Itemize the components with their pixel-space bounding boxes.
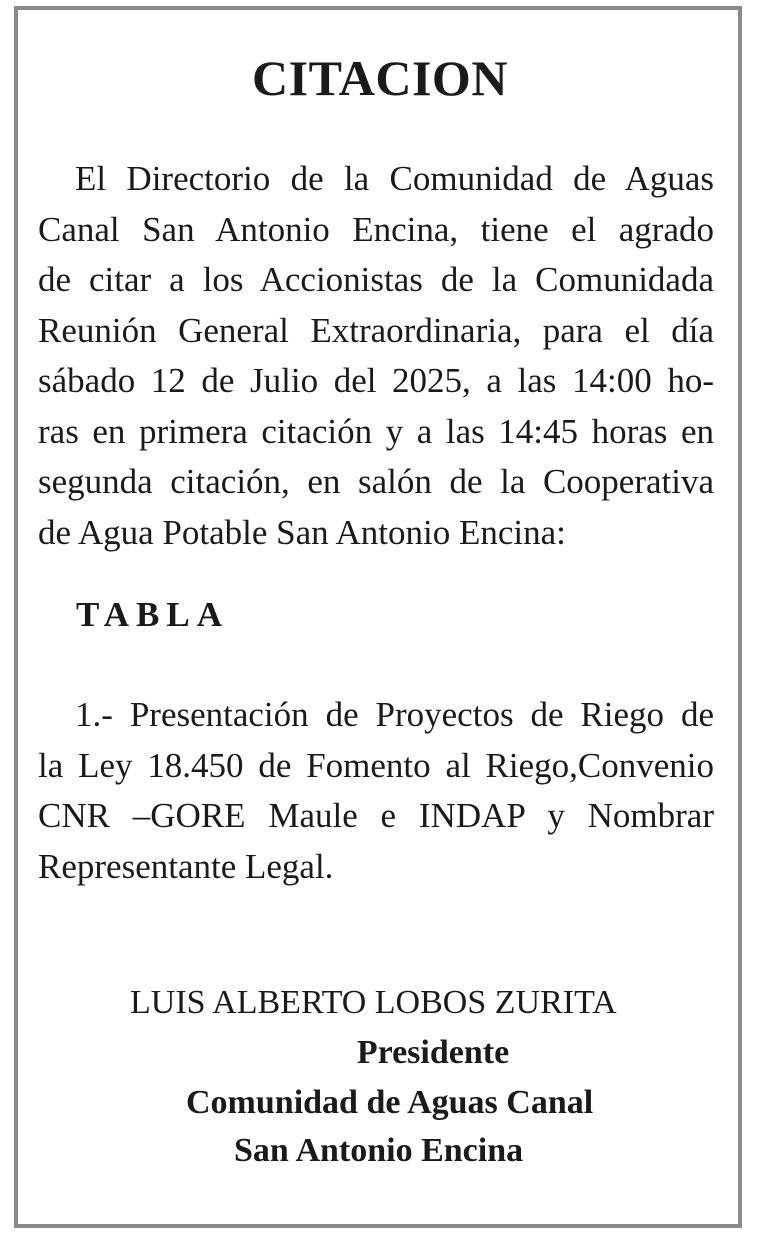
intro-line: Canal San Antonio Encina, tiene el agrado xyxy=(38,209,714,249)
signatory-organization: Comunidad de Aguas Canal xyxy=(186,1084,594,1121)
intro-line: de Agua Potable San Antonio Encina: xyxy=(38,512,566,552)
intro-line: El Directorio de la Comunidad de Aguas xyxy=(75,159,714,198)
notice-title: CITACION xyxy=(252,50,508,106)
agenda-line: CNR –GORE Maule e INDAP y Nombrar xyxy=(38,796,714,835)
intro-line: ras en primera citación y a las 14:45 horas en xyxy=(38,411,714,451)
intro-line: de citar a los Accionistas de la Comunidada xyxy=(38,260,714,299)
signatory-role: Presidente xyxy=(356,1034,510,1071)
tabla-heading: TABLA xyxy=(76,595,229,634)
agenda-line: Representante Legal. xyxy=(38,846,334,886)
agenda-item xyxy=(38,690,714,892)
agenda-line: la Ley 18.450 de Fomento al Riego,Convenio xyxy=(38,745,714,785)
signatory-organization: San Antonio Encina xyxy=(234,1132,524,1169)
signatory-name: LUIS ALBERTO LOBOS ZURITA xyxy=(130,984,617,1021)
intro-line: sábado 12 de Julio del 2025, a las 14:00 ho- xyxy=(38,361,714,400)
intro-line: segunda citación, en salón de la Cooperativa xyxy=(38,462,714,501)
intro-paragraph xyxy=(38,154,714,558)
agenda-line: 1.- Presentación de Proyectos de Riego de xyxy=(75,695,714,734)
intro-line: Reunión General Extraordinaria, para el día xyxy=(38,310,714,350)
